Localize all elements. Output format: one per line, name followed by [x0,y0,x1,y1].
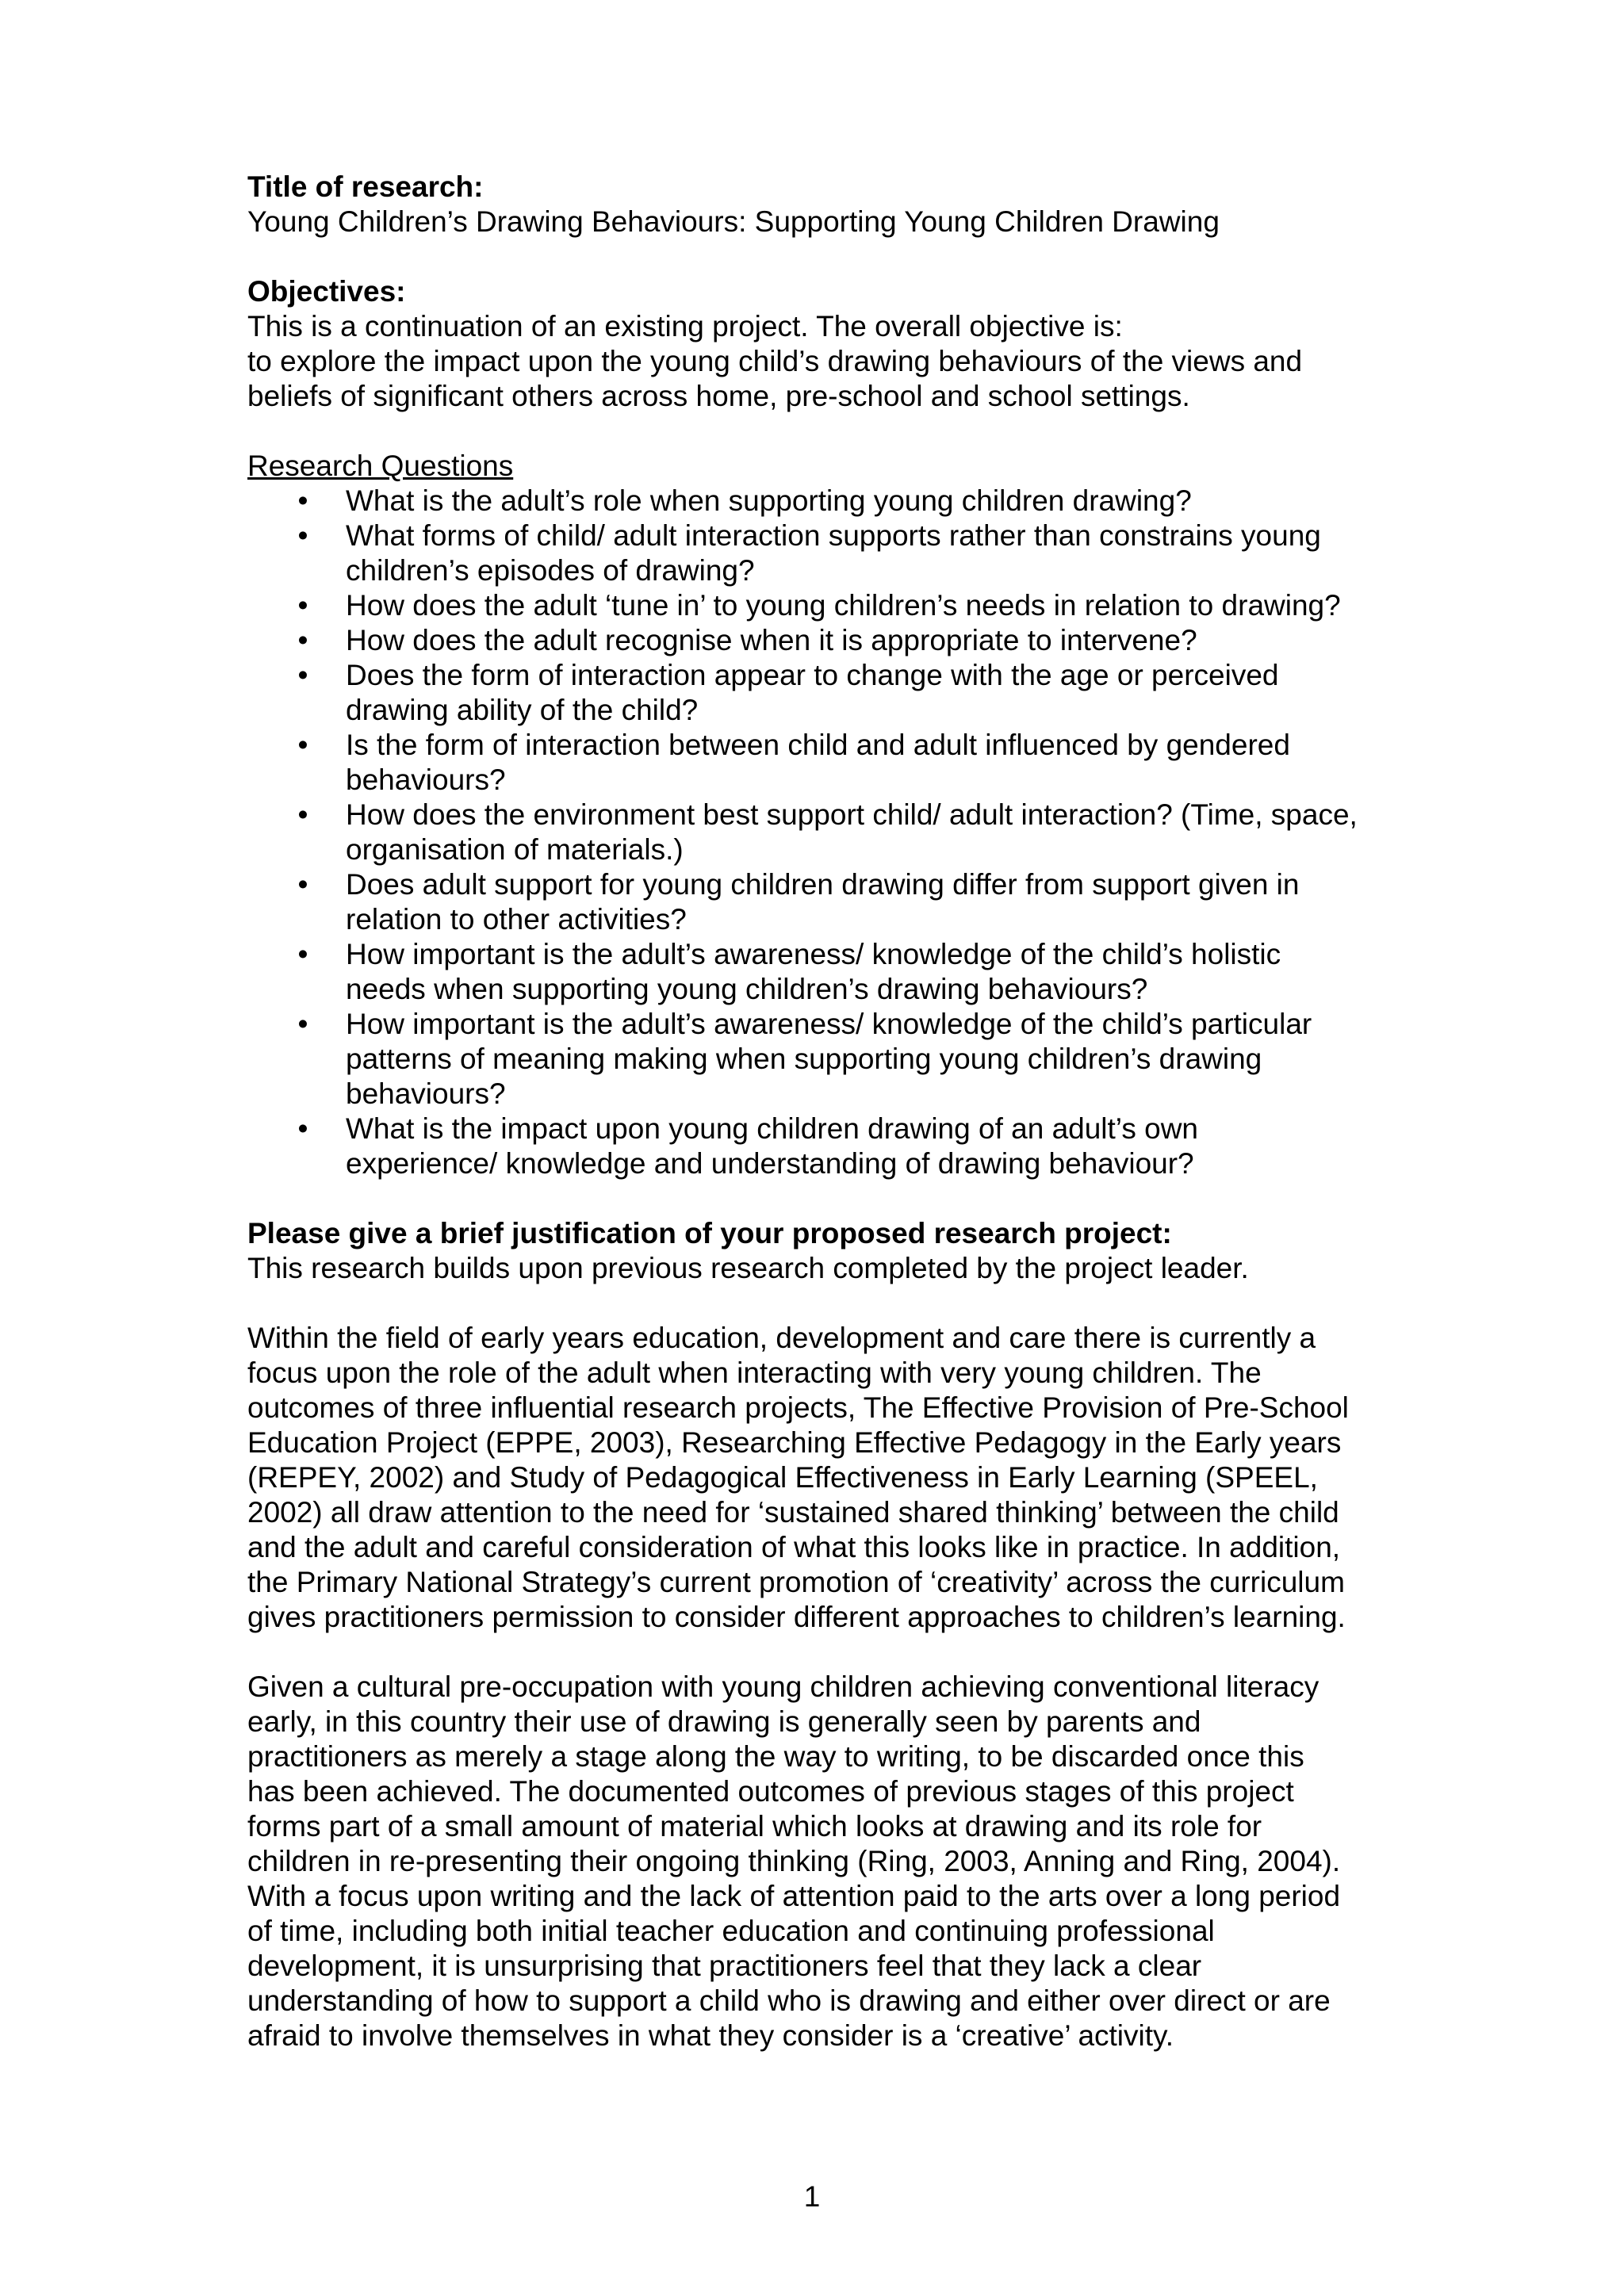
spacer [247,1635,1405,1670]
paragraph-line: the Primary National Strategy’s current promotion of ‘creativity’ across the curriculum [247,1566,1345,1598]
paragraph-line: gives practitioners permission to consider different approaches to children’s learning. [247,1601,1346,1633]
research-questions-section [247,449,1405,1181]
paragraph-line: early, in this country their use of drawing is generally seen by parents and [247,1705,1201,1738]
justification-intro: This research builds upon previous research completed by the project leader. [247,1252,1249,1284]
title-section [247,170,1405,239]
justification-paragraph-2 [247,1670,1405,2053]
question-line: How does the adult recognise when it is appropriate to intervene? [346,624,1197,656]
title-heading: Title of research: [247,170,484,203]
bullet-icon: • [297,798,308,831]
research-question-item [247,484,1405,519]
paragraph-line: of time, including both initial teacher education and continuing professional [247,1915,1215,1947]
paragraph-line: children in re-presenting their ongoing thinking (Ring, 2003, Anning and Ring, 2004). [247,1845,1341,1877]
research-questions-heading: Research Questions [247,450,514,482]
bullet-icon: • [297,1008,308,1040]
question-line: Does the form of interaction appear to change with the age or perceived [346,659,1279,691]
question-line: What is the impact upon young children drawing of an adult’s own [346,1112,1199,1145]
spacer [247,1286,1405,1321]
bullet-icon: • [297,519,308,552]
question-line: Does adult support for young children drawing differ from support given in [346,868,1300,901]
question-line: How important is the adult’s awareness/ knowledge of the child’s particular [346,1008,1312,1040]
spacer [247,1181,1405,1216]
question-line: behaviours? [346,1077,506,1110]
question-line: behaviours? [346,763,506,796]
question-line: needs when supporting young children’s drawing behaviours? [346,973,1148,1005]
paragraph-line: Given a cultural pre-occupation with young children achieving conventional literacy [247,1670,1320,1703]
research-question-item [247,519,1405,588]
justification-heading: Please give a brief justification of your proposed research project: [247,1217,1172,1249]
justification-paragraph-1 [247,1321,1405,1635]
research-question-item [247,623,1405,658]
research-question-item [247,867,1405,937]
question-line: How does the adult ‘tune in’ to young children’s needs in relation to drawing? [346,589,1341,622]
bullet-icon: • [297,938,308,970]
objectives-heading: Objectives: [247,275,406,308]
question-line: experience/ knowledge and understanding of drawing behaviour? [346,1147,1194,1180]
paragraph-line: 2002) all draw attention to the need for ‘sustained shared thinking’ between the child [247,1496,1339,1529]
question-line: What forms of child/ adult interaction supports rather than constrains young [346,519,1321,552]
paragraph-line: (REPEY, 2002) and Study of Pedagogical Effectiveness in Early Learning (SPEEL, [247,1461,1318,1494]
paragraph-line: focus upon the role of the adult when interacting with very young children. The [247,1357,1262,1389]
research-question-item [247,728,1405,798]
research-question-item [247,937,1405,1007]
paragraph-line: practitioners as merely a stage along the way to writing, to be discarded once this [247,1740,1304,1773]
question-line: How important is the adult’s awareness/ knowledge of the child’s holistic [346,938,1281,970]
paragraph-line: forms part of a small amount of material which looks at drawing and its role for [247,1810,1262,1843]
paragraph-line: With a focus upon writing and the lack of attention paid to the arts over a long period [247,1880,1341,1912]
paragraph-line: outcomes of three influential research projects, The Effective Provision of Pre-School [247,1391,1349,1424]
research-question-item [247,658,1405,728]
paragraph-line: and the adult and careful consideration of what this looks like in practice. In addition, [247,1531,1341,1563]
question-line: Is the form of interaction between child and adult influenced by gendered [346,729,1290,761]
bullet-icon: • [297,624,308,656]
question-line: How does the environment best support child/ adult interaction? (Time, space, [346,798,1358,831]
question-line: What is the adult’s role when supporting young children drawing? [346,484,1192,517]
spacer [247,414,1405,449]
research-questions-list [247,484,1405,1181]
paragraph-line: has been achieved. The documented outcomes of previous stages of this project [247,1775,1294,1808]
bullet-icon: • [297,484,308,517]
page-number: 1 [803,2180,821,2213]
objectives-line: This is a continuation of an existing project. The overall objective is: [247,310,1123,342]
paragraph-line: afraid to involve themselves in what they consider is a ‘creative’ activity. [247,2019,1174,2052]
question-line: drawing ability of the child? [346,694,699,726]
spacer [247,239,1405,274]
paragraph-line: Education Project (EPPE, 2003), Researching Effective Pedagogy in the Early years [247,1426,1342,1459]
objectives-section [247,274,1405,414]
bullet-icon: • [297,1112,308,1145]
research-question-item [247,1007,1405,1112]
bullet-icon: • [297,868,308,901]
objectives-line: to explore the impact upon the young child’s drawing behaviours of the views and [247,345,1303,377]
objectives-line: beliefs of significant others across home, pre-school and school settings. [247,380,1190,412]
bullet-icon: • [297,659,308,691]
research-title: Young Children’s Drawing Behaviours: Supporting Young Children Drawing [247,205,1220,238]
research-question-item [247,1112,1405,1181]
justification-section [247,1216,1405,2053]
question-line: children’s episodes of drawing? [346,554,755,587]
paragraph-line: development, it is unsurprising that practitioners feel that they lack a clear [247,1950,1202,1982]
question-line: patterns of meaning making when supporting young children’s drawing [346,1043,1262,1075]
question-line: organisation of materials.) [346,833,684,866]
paragraph-line: understanding of how to support a child who is drawing and either over direct or are [247,1984,1331,2017]
bullet-icon: • [297,729,308,761]
paragraph-line: Within the field of early years education, development and care there is currently a [247,1322,1316,1354]
question-line: relation to other activities? [346,903,687,936]
bullet-icon: • [297,589,308,622]
research-question-item [247,798,1405,867]
research-question-item [247,588,1405,623]
page-content [247,170,1405,2053]
